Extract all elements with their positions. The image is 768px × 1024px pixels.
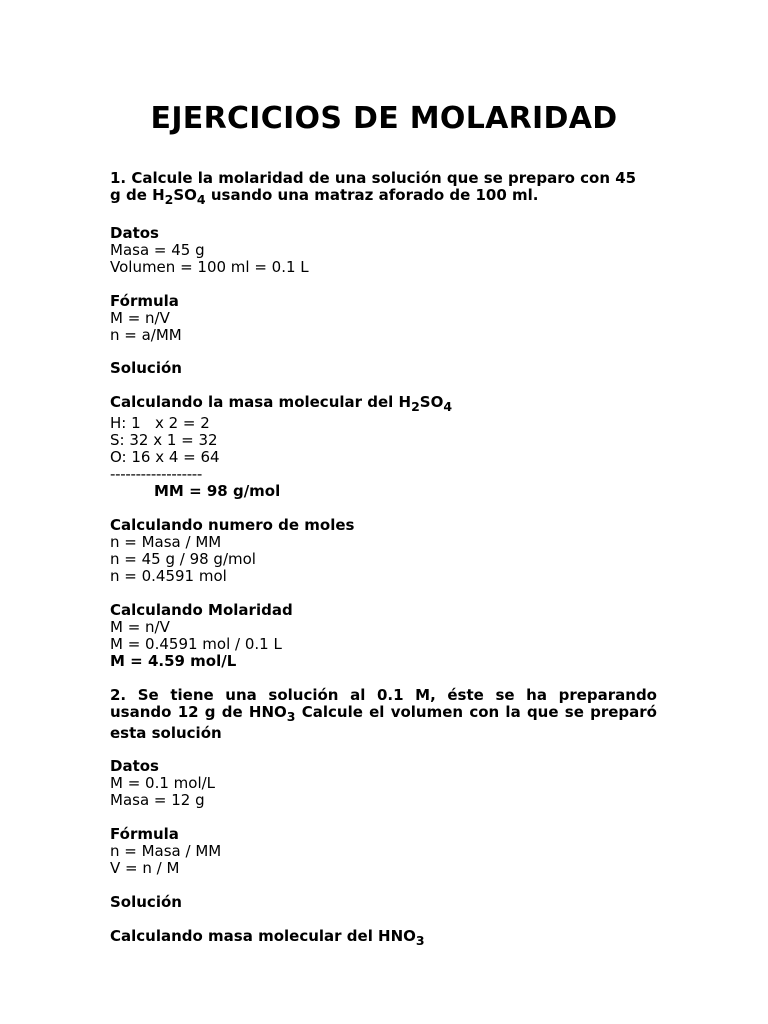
- text-part: g de H: [110, 186, 165, 204]
- page-title: EJERCICIOS DE MOLARIDAD: [150, 101, 618, 136]
- formula-heading: Fórmula: [110, 825, 179, 844]
- moles-line: n = 45 g / 98 g/mol: [110, 549, 256, 568]
- subscript: 2: [164, 192, 174, 207]
- solucion-heading: Solución: [110, 359, 182, 378]
- formula-line: n = Masa / MM: [110, 842, 222, 861]
- text-part: Calculando masa molecular del HNO: [110, 926, 416, 945]
- calc-line-h: H: 1 x 2 = 2: [110, 414, 210, 433]
- dashed-separator: ------------------: [110, 465, 203, 484]
- exercise-2-question-line-3: esta solución: [110, 723, 222, 742]
- datos-heading: Datos: [110, 757, 159, 776]
- datos-masa: Masa = 45 g: [110, 240, 205, 259]
- solucion-heading: Solución: [110, 892, 182, 911]
- formula-line: V = n / M: [110, 859, 180, 878]
- exercise-2-question-line-1: 2. Se tiene una solución al 0.1 M, éste se ha preparando: [110, 685, 657, 704]
- subscript: 3: [286, 708, 296, 724]
- formula-heading: Fórmula: [110, 291, 179, 310]
- datos-line: M = 0.1 mol/L: [110, 774, 216, 793]
- exercise-2-question-line-2: [110, 704, 657, 725]
- datos-volumen: Volumen = 100 ml = 0.1 L: [110, 257, 309, 276]
- calc-line-s: S: 32 x 1 = 32: [110, 431, 218, 450]
- document-body: [110, 170, 657, 949]
- datos-line: Masa = 12 g: [110, 791, 205, 810]
- moles-line: n = 0.4591 mol: [110, 566, 227, 585]
- datos-heading: Datos: [110, 223, 159, 242]
- molarity-heading: Calculando Molaridad: [110, 600, 293, 619]
- text-part: Calculando la masa molecular del H: [110, 393, 412, 412]
- subscript: 4: [443, 399, 453, 415]
- text-part: usando una matraz aforado de 100 ml.: [205, 186, 539, 204]
- text-part: usando 12 g de HNO: [110, 702, 287, 721]
- text-part: SO: [173, 186, 197, 204]
- formula-line: M = n/V: [110, 308, 170, 327]
- exercise-1-question-line-1: 1. Calcule la molaridad de una solución que se preparo con 45: [110, 169, 637, 187]
- molecular-mass-heading: [110, 928, 657, 949]
- moles-heading: Calculando numero de moles: [110, 515, 355, 534]
- exercise-1-question-line-2: [110, 187, 657, 208]
- text-part: SO: [419, 393, 444, 412]
- subscript: 3: [415, 932, 425, 948]
- molarity-result: M = 4.59 mol/L: [110, 651, 237, 670]
- calc-line-o: O: 16 x 4 = 64: [110, 448, 220, 467]
- subscript: 4: [196, 192, 206, 207]
- molecular-mass-heading: [110, 394, 657, 415]
- subscript: 2: [411, 399, 420, 415]
- moles-line: n = Masa / MM: [110, 532, 222, 551]
- formula-line: n = a/MM: [110, 325, 182, 344]
- molarity-line: M = 0.4591 mol / 0.1 L: [110, 634, 282, 653]
- molecular-mass-result: MM = 98 g/mol: [154, 482, 281, 501]
- text-part: Calcule el volumen con la que se preparó: [295, 702, 657, 721]
- molarity-line: M = n/V: [110, 617, 170, 636]
